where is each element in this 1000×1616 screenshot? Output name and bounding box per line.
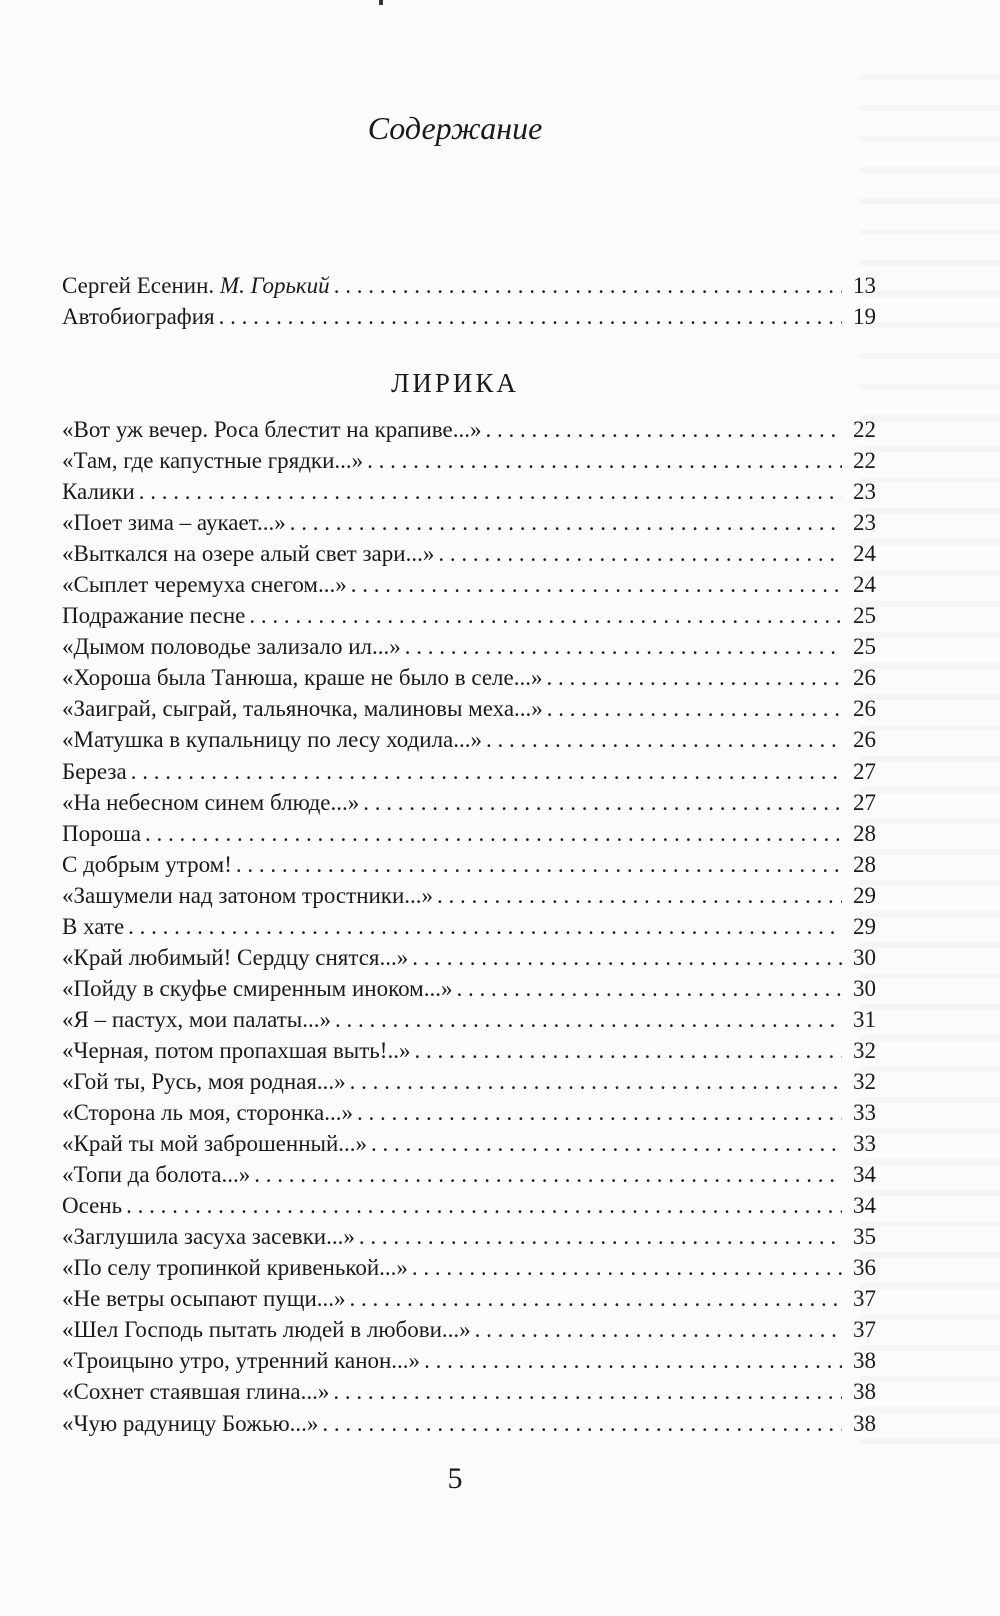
entry-page-number: 23	[853, 510, 876, 536]
toc-entry	[62, 445, 876, 476]
entry-author: М. Горький	[219, 273, 330, 298]
dot-leader	[371, 1128, 842, 1159]
toc-entry	[62, 270, 876, 301]
dot-leader	[254, 1159, 842, 1190]
dot-leader	[351, 569, 842, 600]
entry-page-number: 37	[853, 1286, 876, 1312]
entry-page-number: 34	[853, 1162, 876, 1188]
toc-entry	[62, 1035, 876, 1066]
toc-entry	[62, 1283, 876, 1314]
dot-leader	[357, 1097, 842, 1128]
bleed-through-text	[860, 60, 1000, 1460]
dot-leader	[359, 1221, 842, 1252]
entry-title	[62, 1190, 122, 1221]
toc-entry	[62, 942, 876, 973]
toc-entry	[62, 973, 876, 1004]
toc-entry	[62, 600, 876, 631]
entry-page-number: 38	[853, 1348, 876, 1374]
dot-leader	[249, 600, 842, 631]
entry-title	[62, 270, 330, 301]
entry-title-text: «По селу тропинкой кривенькой...»	[62, 1255, 408, 1281]
dot-leader	[350, 1066, 842, 1097]
toc-entry	[62, 301, 876, 332]
entry-page-number: 27	[853, 758, 876, 784]
toc-entry	[62, 818, 876, 849]
entry-page-number: 34	[853, 1193, 876, 1219]
entry-title	[62, 724, 482, 755]
toc-entry	[62, 1128, 876, 1159]
dot-leader	[438, 538, 842, 569]
entry-title	[62, 414, 481, 445]
entry-title-text: «Поет зима – аукает...»	[62, 510, 286, 536]
entry-page-number: 22	[853, 417, 876, 442]
entry-page-number: 35	[853, 1224, 876, 1250]
entry-title-text: Осень	[62, 1193, 123, 1219]
dot-leader	[363, 787, 842, 818]
entry-title	[62, 631, 401, 662]
entry-title-text: «Заиграй, сыграй, тальяночка, малиновы меха...»	[62, 696, 543, 722]
entry-title	[62, 1066, 346, 1097]
entry-page-number: 33	[853, 1100, 876, 1126]
entry-page-number: 30	[853, 944, 876, 970]
entry-page-number: 33	[853, 1131, 876, 1157]
entry-title-text: «На небесном синем блюде...»	[62, 789, 360, 815]
entry-page-number: 30	[853, 975, 876, 1001]
entry-title-text: Автобиография	[62, 304, 215, 330]
toc-entry	[62, 880, 876, 911]
dot-leader	[412, 1252, 842, 1283]
entry-title	[62, 1252, 408, 1283]
toc-entry	[62, 1408, 876, 1439]
entry-title-text: «Край ты мой заброшенный...»	[62, 1131, 368, 1157]
dot-leader	[128, 911, 842, 942]
entry-page-number: 32	[853, 1068, 876, 1094]
entry-title	[62, 507, 286, 538]
toc-entry	[62, 1004, 876, 1035]
entry-page-number: 26	[853, 727, 876, 753]
entry-page-number: 31	[853, 1006, 876, 1032]
entry-page-number: 27	[853, 789, 876, 815]
entry-title-text: В хате	[62, 913, 125, 939]
toc-entry	[62, 507, 876, 538]
dot-leader	[219, 301, 842, 332]
entry-page-number: 36	[853, 1255, 876, 1281]
entry-title	[62, 880, 433, 911]
entry-title-text: «Заглушила засуха засевки...»	[62, 1224, 355, 1250]
toc-entry	[62, 1221, 876, 1252]
toc-entry	[62, 911, 876, 942]
toc-entry	[62, 569, 876, 600]
entry-page-number: 25	[853, 603, 876, 629]
toc-entry	[62, 787, 876, 818]
entry-title	[62, 1004, 331, 1035]
dot-leader	[236, 849, 842, 880]
entry-title	[62, 1408, 318, 1439]
toc-entry	[62, 1252, 876, 1283]
entry-title	[62, 1221, 355, 1252]
dot-leader	[290, 507, 842, 538]
toc-entry	[62, 1376, 876, 1407]
dot-leader	[546, 662, 842, 693]
entry-title-text: «Топи да болота...»	[62, 1162, 251, 1188]
entry-title-text: «Хороша была Танюша, краше не было в селе...»	[62, 665, 543, 691]
toc-entry	[62, 1345, 876, 1376]
toc-entry	[62, 1159, 876, 1190]
entry-title	[62, 911, 124, 942]
entry-title-text: С добрым утром!	[62, 851, 232, 877]
toc-entry	[62, 756, 876, 787]
toc-entry	[62, 849, 876, 880]
dot-leader	[405, 631, 842, 662]
entry-title	[62, 538, 434, 569]
entry-title	[62, 787, 359, 818]
entry-title	[62, 1035, 410, 1066]
entry-title	[62, 1283, 346, 1314]
entry-title-text: «Там, где капустные грядки...»	[62, 448, 364, 474]
dot-leader	[414, 1035, 842, 1066]
dot-leader	[126, 1190, 842, 1221]
entry-page-number: 38	[853, 1410, 876, 1436]
dot-leader	[139, 476, 842, 507]
entry-title	[62, 1097, 353, 1128]
entry-page-number: 28	[853, 820, 876, 846]
entry-title	[62, 476, 135, 507]
entry-page-number: 32	[853, 1037, 876, 1063]
toc-entry	[62, 724, 876, 755]
dot-leader	[475, 1314, 842, 1345]
entry-title	[62, 445, 363, 476]
entry-title-text: «Сторона ль моя, сторонка...»	[62, 1100, 354, 1126]
entry-title	[62, 569, 347, 600]
entry-title	[62, 1159, 250, 1190]
entry-title-text: «Гой ты, Русь, моя родная...»	[62, 1068, 346, 1094]
entry-title-text: «Сыплет черемуха снегом...»	[62, 572, 347, 598]
entry-title-text: Пороша	[62, 820, 142, 846]
entry-title	[62, 600, 245, 631]
entry-title	[62, 1376, 329, 1407]
lyrics-list	[62, 414, 876, 1439]
dot-leader	[412, 942, 842, 973]
toc-entry	[62, 1097, 876, 1128]
toc-entry	[62, 476, 876, 507]
section-title: ЛИРИКА	[391, 368, 519, 398]
toc-entry	[62, 631, 876, 662]
entry-title-text: «Зашумели над затоном тростники...»	[62, 882, 434, 908]
entry-title	[62, 1128, 367, 1159]
dot-leader	[145, 818, 842, 849]
page-number: 5	[447, 1462, 463, 1495]
entry-title-text: Калики	[62, 479, 135, 505]
entry-title	[62, 1345, 420, 1376]
entry-title-text: «Шел Господь пытать людей в любови...»	[62, 1317, 471, 1343]
entry-page-number: 23	[853, 479, 876, 505]
front-matter-list	[62, 270, 876, 332]
dot-leader	[131, 756, 842, 787]
entry-title-text: «Дымом половодье зализало ил...»	[62, 634, 401, 660]
entry-title-text: Сергей Есенин.	[62, 273, 220, 298]
entry-page-number: 22	[853, 448, 876, 474]
entry-page-number: 28	[853, 851, 876, 877]
toc-entry	[62, 1066, 876, 1097]
entry-title-text: «Сохнет стаявшая глина...»	[62, 1379, 330, 1405]
dot-leader	[547, 693, 842, 724]
entry-title	[62, 942, 408, 973]
entry-title	[62, 693, 543, 724]
entry-title	[62, 756, 127, 787]
entry-page-number: 29	[853, 913, 876, 939]
entry-title-text: «Не ветры осыпают пущи...»	[62, 1286, 346, 1312]
entry-page-number: 26	[853, 665, 876, 691]
dot-leader	[335, 1004, 842, 1035]
entry-title-text: «Матушка в купальницу по лесу ходила...»	[62, 727, 483, 753]
entry-page-number: 25	[853, 634, 876, 660]
toc-entry	[62, 662, 876, 693]
entry-page-number: 29	[853, 882, 876, 908]
dot-leader	[486, 724, 842, 755]
entry-page-number: 13	[853, 273, 876, 298]
entry-page-number: 24	[853, 572, 876, 598]
dot-leader	[322, 1408, 842, 1439]
entry-title	[62, 301, 215, 332]
toc-entry	[62, 1314, 876, 1345]
dot-leader	[334, 270, 842, 301]
entry-title	[62, 1314, 471, 1345]
toc-entry	[62, 538, 876, 569]
dot-leader	[333, 1376, 842, 1407]
toc-entry	[62, 693, 876, 724]
dot-leader	[456, 973, 842, 1004]
dot-leader	[437, 880, 842, 911]
entry-title-text: «Троицыно утро, утренний канон...»	[62, 1348, 421, 1374]
entry-title	[62, 662, 542, 693]
entry-page-number: 37	[853, 1317, 876, 1343]
page-title: Содержание	[367, 110, 543, 146]
entry-title	[62, 849, 232, 880]
entry-title-text: «Вот уж вечер. Роса блестит на крапиве...»	[62, 417, 482, 442]
toc-entry	[62, 414, 876, 445]
entry-title	[62, 973, 452, 1004]
dot-leader	[367, 445, 842, 476]
entry-page-number: 38	[853, 1379, 876, 1405]
entry-title	[62, 818, 141, 849]
entry-title-text: «Черная, потом пропахшая выть!..»	[62, 1037, 411, 1063]
entry-title-text: «Я – пастух, мои палаты...»	[62, 1006, 331, 1032]
dot-leader	[485, 414, 842, 445]
entry-page-number: 24	[853, 541, 876, 567]
entry-title-text: Береза	[62, 758, 127, 784]
entry-title-text: «Край любимый! Сердцу снятся...»	[62, 944, 409, 970]
entry-title-text: «Выткался на озере алый свет зари...»	[62, 541, 435, 567]
dot-leader	[350, 1283, 842, 1314]
toc-entry	[62, 1190, 876, 1221]
entry-page-number: 26	[853, 696, 876, 722]
print-mark	[379, 0, 383, 5]
entry-title-text: «Пойду в скуфье смиренным иноком...»	[62, 975, 453, 1001]
dot-leader	[424, 1345, 842, 1376]
entry-title-text: Подражание песне	[62, 603, 246, 629]
entry-page-number: 19	[853, 304, 876, 330]
entry-title-text: «Чую радуницу Божью...»	[62, 1410, 319, 1436]
